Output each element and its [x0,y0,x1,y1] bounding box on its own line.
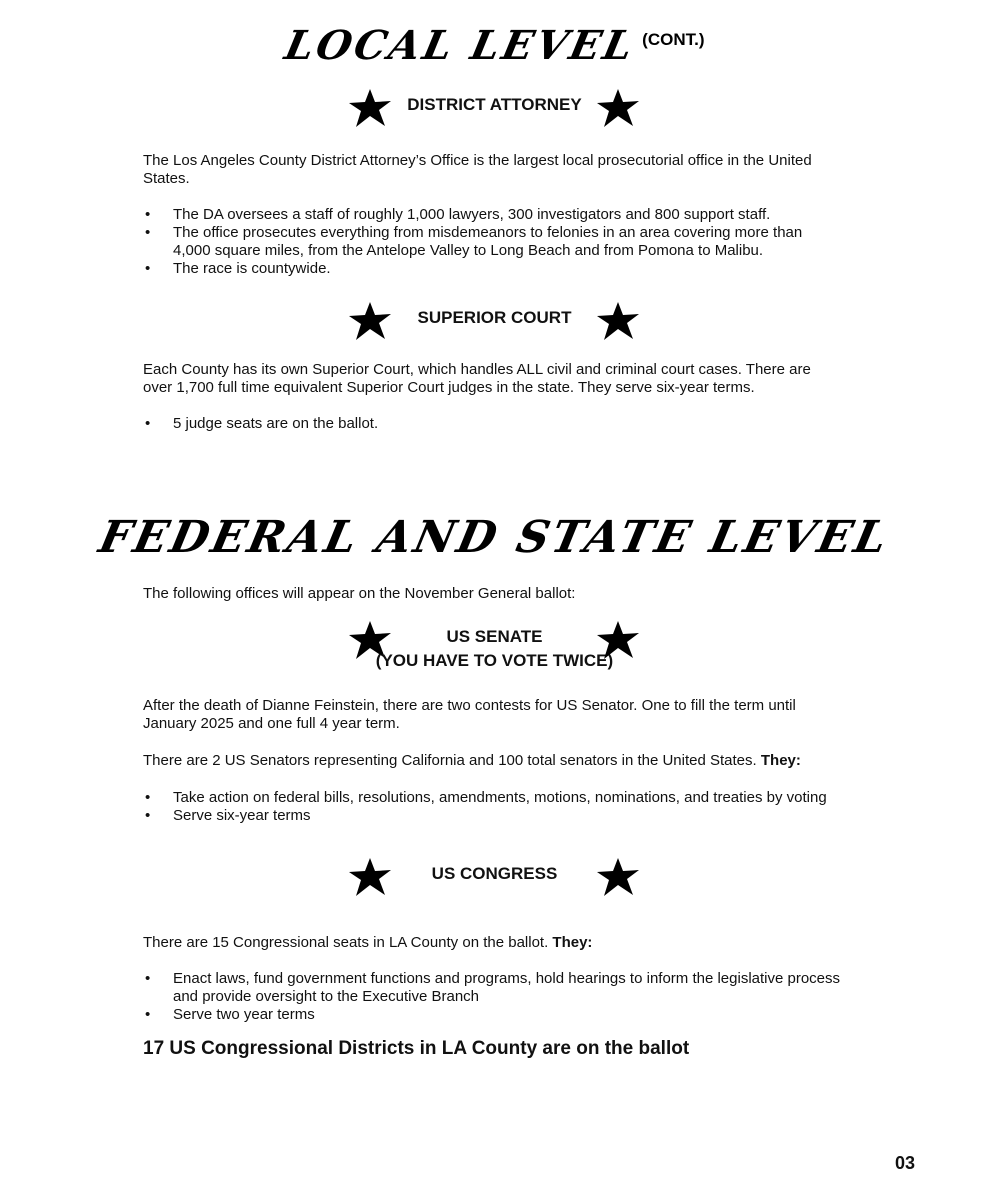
us-senate-subtitle: (YOU HAVE TO VOTE TWICE) [375,651,614,670]
congress-intro-text: There are 15 Congressional seats in LA County on the ballot. [143,934,549,951]
star-icon [596,620,640,660]
federal-intro: The following offices will appear on the November General ballot: [143,585,576,602]
us-senate-header [0,620,989,680]
senate-para-1: After the death of Dianne Feinstein, there are two contests for US Senator. One to fill the term until January 2025 and one full 4 year term. [143,697,796,732]
list-item: • Serve six-year terms [143,807,843,825]
us-senate-title: US SENATE [446,627,543,646]
local-level-title: LOCAL LEVEL [280,22,640,69]
list-item: • Take action on federal bills, resolutions, amendments, motions, nominations, and treaties by voting [143,789,843,807]
page-number: 03 [895,1153,916,1173]
senate-they-label: They: [760,752,801,769]
us-congress-title: US CONGRESS [431,864,558,883]
list-item: • The race is countywide. [143,260,843,278]
star-icon [596,857,640,897]
congress-closing: 17 US Congressional Districts in LA County are on the ballot [143,1038,690,1059]
star-icon [596,301,640,341]
district-attorney-header [0,88,989,148]
senate-para-2-text: There are 2 US Senators representing California and 100 total senators in the United States. [143,752,757,769]
congress-intro [143,934,843,952]
local-level-heading [0,22,989,69]
senate-bullets [143,789,843,825]
superior-bullets [143,415,843,433]
list-item: • 5 judge seats are on the ballot. [143,415,843,433]
congress-they-label: They: [552,934,593,951]
district-attorney-title: DISTRICT ATTORNEY [407,95,582,114]
list-item: • Serve two year terms [143,1006,843,1024]
da-intro: The Los Angeles County District Attorney’s Office is the largest local prosecutorial office in the United States. [143,152,812,187]
superior-court-header [0,301,989,361]
list-item: • Enact laws, fund government functions and programs, hold hearings to inform the legislative process and provide oversight to the Executive Branch [143,970,843,1006]
congress-bullets [143,970,843,1024]
us-congress-header [0,857,989,917]
superior-court-title: SUPERIOR COURT [417,308,572,327]
star-icon [596,88,640,128]
cont-label: (CONT.) [642,29,705,49]
senate-para-2 [143,752,843,770]
superior-intro: Each County has its own Superior Court, which handles ALL civil and criminal court cases. There are over 1,700 full time equivalent Superior Court judges in the state. They serve six-year terms. [143,361,811,396]
da-bullets [143,206,843,278]
list-item: • The DA oversees a staff of roughly 1,000 lawyers, 300 investigators and 800 support staff. [143,206,843,224]
federal-state-heading: FEDERAL AND STATE LEVEL [94,512,895,563]
list-item: • The office prosecutes everything from misdemeanors to felonies in an area covering more than 4,000 square miles, from the Antelope Valley to Long Beach and from Pomona to Malibu. [143,224,843,260]
